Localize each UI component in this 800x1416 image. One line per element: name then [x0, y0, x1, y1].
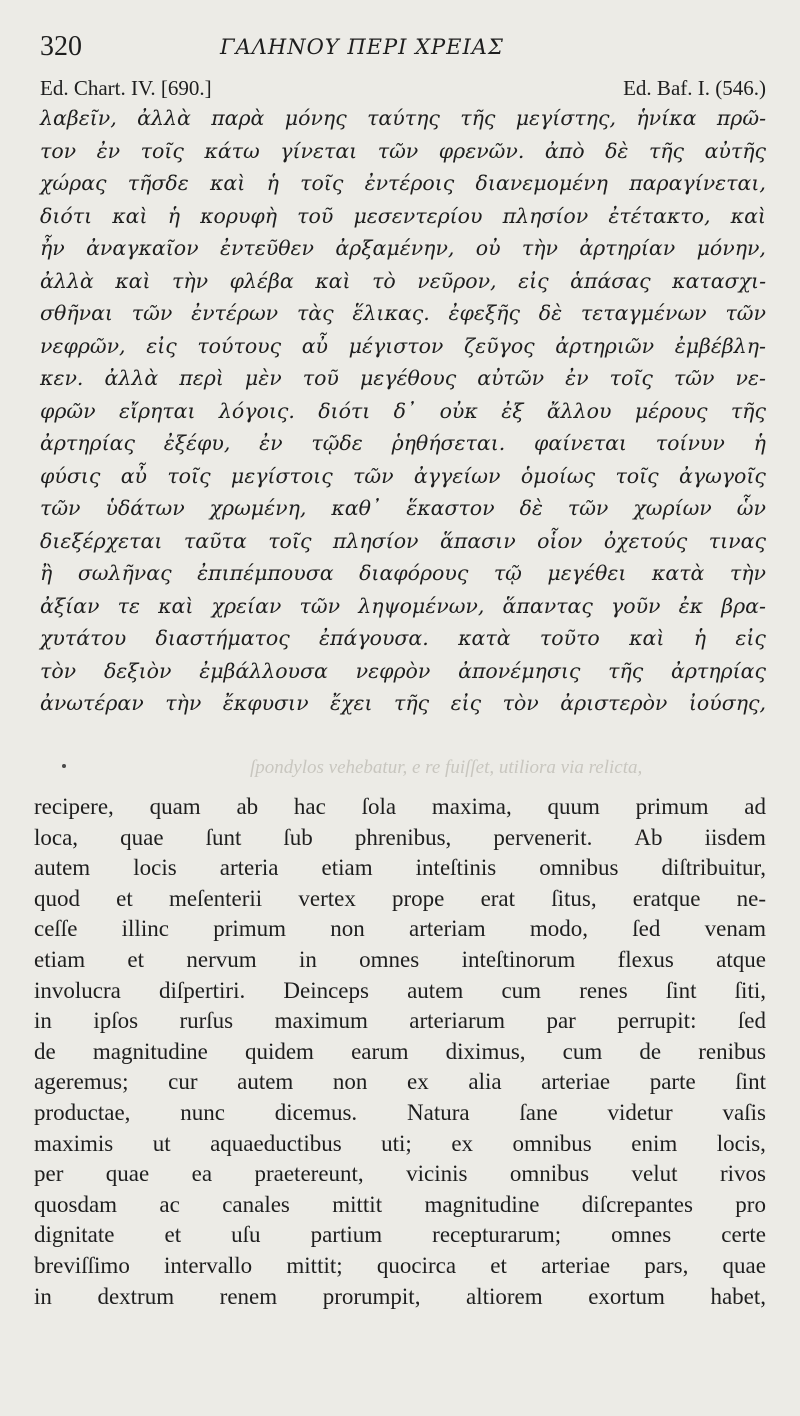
- latin-text-line: quosdam ac canales mittit magnitudine diſcrepantes pro: [34, 1191, 766, 1217]
- latin-text-line: dignitate et uſu partium recepturarum; omnes certe: [34, 1222, 766, 1248]
- latin-text-line: productae, nunc dicemus. Natura ſane videtur vaſis: [34, 1099, 766, 1125]
- greek-text-line: φύσις αὖ τοῖς μεγίστοις τῶν ἀγγείων ὁμοίως τοῖς ἀγωγοῖς: [40, 463, 766, 488]
- latin-text-block: [34, 792, 766, 1312]
- greek-text-line: ἀρτηρίας ἐξέφυ, ἐν τῷδε ῥηθήσεται. φαίνεται τοίνυν ἡ: [40, 431, 766, 455]
- greek-text-line: ἀλλὰ καὶ τὴν φλέβα καὶ τὸ νεῦρον, εἰς ἁπάσας κατασχι-: [40, 268, 766, 293]
- latin-text-line: maximis ut aquaeductibus uti; ex omnibus enim locis,: [34, 1130, 766, 1156]
- greek-text-line: νεφρῶν, εἰς τούτους αὖ μέγιστον ζεῦγος ἀρτηριῶν ἐμβέβλη-: [40, 333, 766, 358]
- greek-text-line: διεξέρχεται ταῦτα τοῖς πλησίον ἅπασιν οἷον ὀχετούς τινας: [40, 528, 766, 553]
- greek-text-line: τον ἐν τοῖς κάτω γίνεται τῶν φρενῶν. ἀπὸ δὲ τῆς αὐτῆς: [40, 138, 766, 163]
- greek-text-line: χώρας τῆσδε καὶ ἡ τοῖς ἐντέροις διανεμομένη παραγίνεται,: [40, 171, 766, 195]
- latin-text-line: de magnitudine quidem earum diximus, cum de renibus: [34, 1038, 766, 1064]
- latin-text-line: per quae ea praetereunt, vicinis omnibus velut rivos: [34, 1161, 766, 1187]
- greek-text-line: ἦν ἀναγκαῖον ἐντεῦθεν ἀρξαμένην, οὐ τὴν ἀρτηρίαν μόνην,: [40, 236, 766, 260]
- show-through-text: ſpondylos vehebatur, e re fuiſſet, utiliora via relicta,: [250, 757, 643, 778]
- greek-text-line: χυτάτου διαστήματος ἐπάγουσα. κατὰ τοῦτο καὶ ἡ εἰς: [40, 626, 766, 650]
- greek-text-line: λαβεῖν, ἀλλὰ παρὰ μόνης ταύτης τῆς μεγίστης, ἡνίκα πρῶ-: [40, 106, 766, 130]
- latin-text-line: involucra diſpertiri. Deinceps autem cum renes ſint ſiti,: [34, 977, 766, 1003]
- greek-text-line: ἀξίαν τε καὶ χρείαν τῶν ληψομένων, ἅπαντας γοῦν ἐκ βρα-: [40, 593, 766, 618]
- latin-text-line: recipere, quam ab hac ſola maxima, quum primum ad: [34, 794, 766, 819]
- stray-ink-mark: [62, 764, 66, 768]
- greek-text-line: ἀνωτέραν τὴν ἔκφυσιν ἔχει τῆς εἰς τὸν ἀριστερὸν ἰούσης,: [40, 691, 766, 715]
- latin-text-line: in ipſos rurſus maximum arteriarum par perrupit: ſed: [34, 1008, 766, 1034]
- greek-text-line: διότι καὶ ἡ κορυφὴ τοῦ μεσεντερίου πλησίον ἐτέτακτο, καὶ: [40, 203, 766, 228]
- greek-text-line: ἢ σωλῆνας ἐπιπέμπουσα διαφόρους τῷ μεγέθει κατὰ τὴν: [40, 561, 766, 585]
- running-title: ΓΑΛΗΝΟΥ ΠΕΡΙ ΧΡΕΙΑΣ: [220, 35, 504, 59]
- latin-text-line: quod et meſenterii vertex prope erat ſitus, eratque ne-: [34, 885, 766, 911]
- edition-reference-chartier: Ed. Chart. IV. [690.]: [40, 76, 212, 100]
- edition-reference-basel: Ed. Baf. I. (546.): [623, 76, 766, 100]
- latin-text-line: etiam et nervum in omnes inteſtinorum flexus atque: [34, 946, 766, 972]
- latin-text-line: breviſſimo intervallo mittit; quocirca et arteriae pars, quae: [34, 1252, 766, 1278]
- greek-text-line: σθῆναι τῶν ἐντέρων τὰς ἕλικας. ἐφεξῆς δὲ τεταγμένων τῶν: [40, 301, 766, 325]
- greek-text-block: [40, 102, 766, 720]
- latin-text-line: in dextrum renem prorumpit, altiorem exortum habet,: [34, 1283, 766, 1309]
- greek-text-line: κεν. ἀλλὰ περὶ μὲν τοῦ μεγέθους αὐτῶν ἐν τοῖς τῶν νε-: [40, 366, 766, 390]
- page-number: 320: [40, 31, 82, 62]
- greek-text-line: φρῶν εἴρηται λόγοις. διότι δ᾽ οὐκ ἐξ ἄλλου μέρους τῆς: [40, 398, 766, 423]
- latin-text-line: ceſſe illinc primum non arteriam modo, ſed venam: [34, 916, 766, 942]
- latin-text-line: loca, quae ſunt ſub phrenibus, pervenerit. Ab iisdem: [34, 824, 766, 850]
- latin-text-line: ageremus; cur autem non ex alia arteriae parte ſint: [34, 1069, 766, 1095]
- greek-text-line: τῶν ὑδάτων χρωμένη, καθ᾽ ἕκαστον δὲ τῶν χωρίων ὧν: [40, 496, 766, 520]
- greek-text-line: τὸν δεξιὸν ἐμβάλλουσα νεφρὸν ἀπονέμησις τῆς ἀρτηρίας: [40, 658, 766, 683]
- latin-text-line: autem locis arteria etiam inteſtinis omnibus diſtribuitur,: [34, 855, 766, 881]
